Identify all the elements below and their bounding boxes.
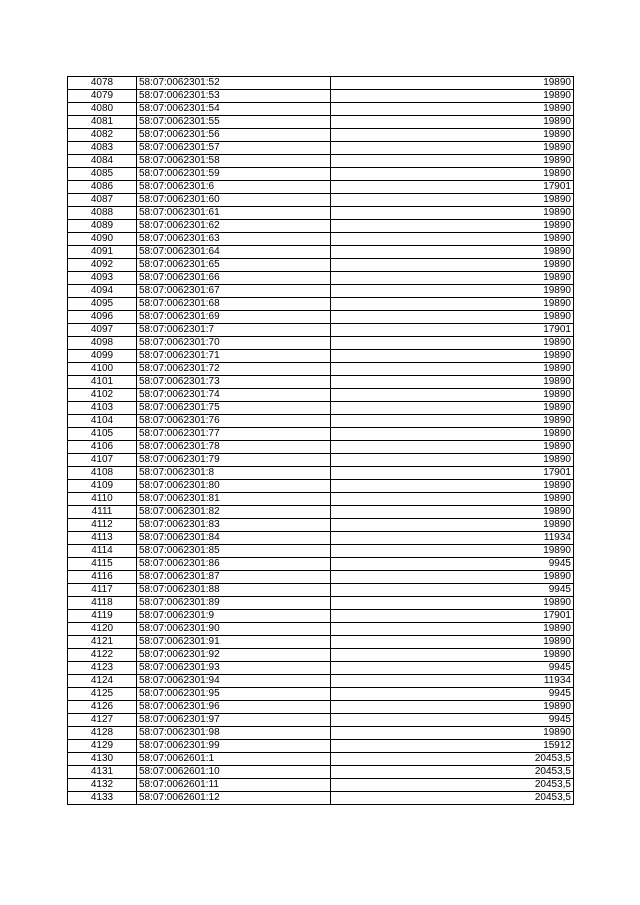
- cadastral-number-cell: 58:07:0062301:7: [137, 324, 331, 337]
- value-cell: 9945: [331, 688, 574, 701]
- row-number-cell: 4118: [68, 597, 137, 610]
- cadastral-number-cell: 58:07:0062601:1: [137, 753, 331, 766]
- table-row: [68, 701, 574, 714]
- table-row: [68, 103, 574, 116]
- value-cell: 19890: [331, 493, 574, 506]
- value-cell: 19890: [331, 649, 574, 662]
- table-row: [68, 662, 574, 675]
- cadastral-number-cell: 58:07:0062301:83: [137, 519, 331, 532]
- row-number-cell: 4104: [68, 415, 137, 428]
- row-number-cell: 4117: [68, 584, 137, 597]
- table-row: [68, 259, 574, 272]
- value-cell: 19890: [331, 402, 574, 415]
- table-row: [68, 350, 574, 363]
- value-cell: 19890: [331, 571, 574, 584]
- cadastral-number-cell: 58:07:0062301:57: [137, 142, 331, 155]
- value-cell: 17901: [331, 610, 574, 623]
- row-number-cell: 4088: [68, 207, 137, 220]
- cadastral-number-cell: 58:07:0062301:8: [137, 467, 331, 480]
- value-cell: 19890: [331, 480, 574, 493]
- row-number-cell: 4110: [68, 493, 137, 506]
- value-cell: 19890: [331, 597, 574, 610]
- cadastral-number-cell: 58:07:0062301:52: [137, 77, 331, 90]
- row-number-cell: 4116: [68, 571, 137, 584]
- cadastral-number-cell: 58:07:0062301:74: [137, 389, 331, 402]
- value-cell: 9945: [331, 662, 574, 675]
- table-row: [68, 597, 574, 610]
- cadastral-number-cell: 58:07:0062301:53: [137, 90, 331, 103]
- cadastral-number-cell: 58:07:0062301:59: [137, 168, 331, 181]
- value-cell: 19890: [331, 168, 574, 181]
- table-row: [68, 753, 574, 766]
- row-number-cell: 4121: [68, 636, 137, 649]
- table-row: [68, 766, 574, 779]
- table-row: [68, 636, 574, 649]
- table-row: [68, 506, 574, 519]
- cadastral-number-cell: 58:07:0062301:54: [137, 103, 331, 116]
- cadastral-number-cell: 58:07:0062301:55: [137, 116, 331, 129]
- row-number-cell: 4100: [68, 363, 137, 376]
- cadastral-number-cell: 58:07:0062301:76: [137, 415, 331, 428]
- value-cell: 17901: [331, 181, 574, 194]
- table-row: [68, 246, 574, 259]
- row-number-cell: 4094: [68, 285, 137, 298]
- row-number-cell: 4084: [68, 155, 137, 168]
- row-number-cell: 4093: [68, 272, 137, 285]
- row-number-cell: 4131: [68, 766, 137, 779]
- row-number-cell: 4097: [68, 324, 137, 337]
- table-row: [68, 428, 574, 441]
- table-row: [68, 493, 574, 506]
- cadastral-number-cell: 58:07:0062301:73: [137, 376, 331, 389]
- table-body: [68, 77, 574, 805]
- table-row: [68, 714, 574, 727]
- row-number-cell: 4090: [68, 233, 137, 246]
- row-number-cell: 4119: [68, 610, 137, 623]
- row-number-cell: 4114: [68, 545, 137, 558]
- row-number-cell: 4113: [68, 532, 137, 545]
- row-number-cell: 4101: [68, 376, 137, 389]
- value-cell: 20453,5: [331, 792, 574, 805]
- value-cell: 19890: [331, 428, 574, 441]
- cadastral-number-cell: 58:07:0062301:58: [137, 155, 331, 168]
- table-row: [68, 727, 574, 740]
- value-cell: 19890: [331, 129, 574, 142]
- row-number-cell: 4128: [68, 727, 137, 740]
- value-cell: 19890: [331, 727, 574, 740]
- cadastral-number-cell: 58:07:0062301:91: [137, 636, 331, 649]
- row-number-cell: 4129: [68, 740, 137, 753]
- value-cell: 19890: [331, 454, 574, 467]
- row-number-cell: 4107: [68, 454, 137, 467]
- row-number-cell: 4115: [68, 558, 137, 571]
- cadastral-number-cell: 58:07:0062301:56: [137, 129, 331, 142]
- value-cell: 19890: [331, 350, 574, 363]
- value-cell: 19890: [331, 77, 574, 90]
- row-number-cell: 4091: [68, 246, 137, 259]
- cadastral-number-cell: 58:07:0062301:79: [137, 454, 331, 467]
- value-cell: 19890: [331, 519, 574, 532]
- table-row: [68, 545, 574, 558]
- cadastral-number-cell: 58:07:0062301:81: [137, 493, 331, 506]
- table-row: [68, 207, 574, 220]
- cadastral-number-cell: 58:07:0062301:92: [137, 649, 331, 662]
- row-number-cell: 4109: [68, 480, 137, 493]
- row-number-cell: 4127: [68, 714, 137, 727]
- value-cell: 19890: [331, 441, 574, 454]
- row-number-cell: 4092: [68, 259, 137, 272]
- table-row: [68, 116, 574, 129]
- value-cell: 19890: [331, 285, 574, 298]
- value-cell: 20453,5: [331, 779, 574, 792]
- value-cell: 19890: [331, 272, 574, 285]
- table-row: [68, 181, 574, 194]
- value-cell: 9945: [331, 584, 574, 597]
- table-row: [68, 454, 574, 467]
- cadastral-number-cell: 58:07:0062301:62: [137, 220, 331, 233]
- cadastral-number-cell: 58:07:0062301:65: [137, 259, 331, 272]
- value-cell: 15912: [331, 740, 574, 753]
- cadastral-number-cell: 58:07:0062301:98: [137, 727, 331, 740]
- cadastral-number-cell: 58:07:0062301:63: [137, 233, 331, 246]
- table-row: [68, 441, 574, 454]
- row-number-cell: 4080: [68, 103, 137, 116]
- row-number-cell: 4106: [68, 441, 137, 454]
- row-number-cell: 4099: [68, 350, 137, 363]
- row-number-cell: 4123: [68, 662, 137, 675]
- cadastral-number-cell: 58:07:0062301:78: [137, 441, 331, 454]
- table-row: [68, 584, 574, 597]
- cadastral-number-cell: 58:07:0062301:84: [137, 532, 331, 545]
- row-number-cell: 4124: [68, 675, 137, 688]
- cadastral-number-cell: 58:07:0062301:80: [137, 480, 331, 493]
- value-cell: 19890: [331, 233, 574, 246]
- table-row: [68, 519, 574, 532]
- cadastral-number-cell: 58:07:0062301:6: [137, 181, 331, 194]
- value-cell: 19890: [331, 636, 574, 649]
- table-row: [68, 90, 574, 103]
- value-cell: 19890: [331, 207, 574, 220]
- cadastral-number-cell: 58:07:0062601:12: [137, 792, 331, 805]
- table-row: [68, 389, 574, 402]
- cadastral-number-cell: 58:07:0062301:70: [137, 337, 331, 350]
- value-cell: 19890: [331, 298, 574, 311]
- table-row: [68, 233, 574, 246]
- cadastral-number-cell: 58:07:0062301:87: [137, 571, 331, 584]
- row-number-cell: 4102: [68, 389, 137, 402]
- table-row: [68, 675, 574, 688]
- table-row: [68, 311, 574, 324]
- row-number-cell: 4085: [68, 168, 137, 181]
- table-row: [68, 402, 574, 415]
- table-row: [68, 376, 574, 389]
- table-row: [68, 467, 574, 480]
- cadastral-value-table: [67, 76, 574, 805]
- cadastral-number-cell: 58:07:0062301:69: [137, 311, 331, 324]
- value-cell: 19890: [331, 259, 574, 272]
- cadastral-number-cell: 58:07:0062301:96: [137, 701, 331, 714]
- cadastral-number-cell: 58:07:0062301:95: [137, 688, 331, 701]
- table-row: [68, 792, 574, 805]
- cadastral-number-cell: 58:07:0062301:86: [137, 558, 331, 571]
- row-number-cell: 4122: [68, 649, 137, 662]
- value-cell: 17901: [331, 324, 574, 337]
- table-row: [68, 298, 574, 311]
- cadastral-number-cell: 58:07:0062301:64: [137, 246, 331, 259]
- table-row: [68, 220, 574, 233]
- row-number-cell: 4125: [68, 688, 137, 701]
- value-cell: 19890: [331, 142, 574, 155]
- value-cell: 19890: [331, 90, 574, 103]
- table-row: [68, 142, 574, 155]
- table-row: [68, 532, 574, 545]
- row-number-cell: 4082: [68, 129, 137, 142]
- value-cell: 19890: [331, 389, 574, 402]
- value-cell: 19890: [331, 376, 574, 389]
- cadastral-number-cell: 58:07:0062301:66: [137, 272, 331, 285]
- cadastral-number-cell: 58:07:0062301:68: [137, 298, 331, 311]
- value-cell: 19890: [331, 194, 574, 207]
- row-number-cell: 4133: [68, 792, 137, 805]
- row-number-cell: 4079: [68, 90, 137, 103]
- cadastral-number-cell: 58:07:0062301:85: [137, 545, 331, 558]
- row-number-cell: 4083: [68, 142, 137, 155]
- cadastral-number-cell: 58:07:0062301:9: [137, 610, 331, 623]
- table-row: [68, 168, 574, 181]
- value-cell: 19890: [331, 246, 574, 259]
- value-cell: 19890: [331, 415, 574, 428]
- table-row: [68, 363, 574, 376]
- value-cell: 17901: [331, 467, 574, 480]
- cadastral-number-cell: 58:07:0062301:77: [137, 428, 331, 441]
- table-row: [68, 571, 574, 584]
- cadastral-number-cell: 58:07:0062301:89: [137, 597, 331, 610]
- cadastral-number-cell: 58:07:0062301:82: [137, 506, 331, 519]
- cadastral-number-cell: 58:07:0062301:99: [137, 740, 331, 753]
- table-row: [68, 194, 574, 207]
- row-number-cell: 4078: [68, 77, 137, 90]
- row-number-cell: 4130: [68, 753, 137, 766]
- row-number-cell: 4108: [68, 467, 137, 480]
- value-cell: 19890: [331, 103, 574, 116]
- table-row: [68, 688, 574, 701]
- row-number-cell: 4095: [68, 298, 137, 311]
- cadastral-number-cell: 58:07:0062601:11: [137, 779, 331, 792]
- value-cell: 19890: [331, 506, 574, 519]
- table-row: [68, 779, 574, 792]
- value-cell: 20453,5: [331, 753, 574, 766]
- value-cell: 9945: [331, 558, 574, 571]
- table-row: [68, 285, 574, 298]
- value-cell: 9945: [331, 714, 574, 727]
- cadastral-number-cell: 58:07:0062301:97: [137, 714, 331, 727]
- row-number-cell: 4105: [68, 428, 137, 441]
- row-number-cell: 4126: [68, 701, 137, 714]
- value-cell: 19890: [331, 220, 574, 233]
- value-cell: 19890: [331, 701, 574, 714]
- cadastral-number-cell: 58:07:0062301:90: [137, 623, 331, 636]
- table-row: [68, 272, 574, 285]
- cadastral-number-cell: 58:07:0062301:94: [137, 675, 331, 688]
- table-row: [68, 740, 574, 753]
- row-number-cell: 4096: [68, 311, 137, 324]
- table-row: [68, 610, 574, 623]
- cadastral-number-cell: 58:07:0062301:75: [137, 402, 331, 415]
- row-number-cell: 4103: [68, 402, 137, 415]
- cadastral-number-cell: 58:07:0062301:60: [137, 194, 331, 207]
- cadastral-number-cell: 58:07:0062301:93: [137, 662, 331, 675]
- table-row: [68, 337, 574, 350]
- value-cell: 19890: [331, 363, 574, 376]
- value-cell: 19890: [331, 623, 574, 636]
- value-cell: 19890: [331, 311, 574, 324]
- row-number-cell: 4087: [68, 194, 137, 207]
- table-row: [68, 623, 574, 636]
- value-cell: 20453,5: [331, 766, 574, 779]
- row-number-cell: 4132: [68, 779, 137, 792]
- cadastral-number-cell: 58:07:0062301:88: [137, 584, 331, 597]
- cadastral-number-cell: 58:07:0062301:67: [137, 285, 331, 298]
- row-number-cell: 4120: [68, 623, 137, 636]
- row-number-cell: 4112: [68, 519, 137, 532]
- value-cell: 19890: [331, 155, 574, 168]
- value-cell: 11934: [331, 675, 574, 688]
- cadastral-number-cell: 58:07:0062301:72: [137, 363, 331, 376]
- cadastral-number-cell: 58:07:0062601:10: [137, 766, 331, 779]
- table-row: [68, 649, 574, 662]
- cadastral-number-cell: 58:07:0062301:71: [137, 350, 331, 363]
- row-number-cell: 4081: [68, 116, 137, 129]
- value-cell: 19890: [331, 337, 574, 350]
- table-row: [68, 480, 574, 493]
- value-cell: 19890: [331, 545, 574, 558]
- value-cell: 11934: [331, 532, 574, 545]
- table-row: [68, 77, 574, 90]
- table-row: [68, 558, 574, 571]
- cadastral-number-cell: 58:07:0062301:61: [137, 207, 331, 220]
- table-row: [68, 324, 574, 337]
- table-row: [68, 155, 574, 168]
- row-number-cell: 4098: [68, 337, 137, 350]
- table-row: [68, 415, 574, 428]
- row-number-cell: 4086: [68, 181, 137, 194]
- row-number-cell: 4089: [68, 220, 137, 233]
- table-row: [68, 129, 574, 142]
- row-number-cell: 4111: [68, 506, 137, 519]
- value-cell: 19890: [331, 116, 574, 129]
